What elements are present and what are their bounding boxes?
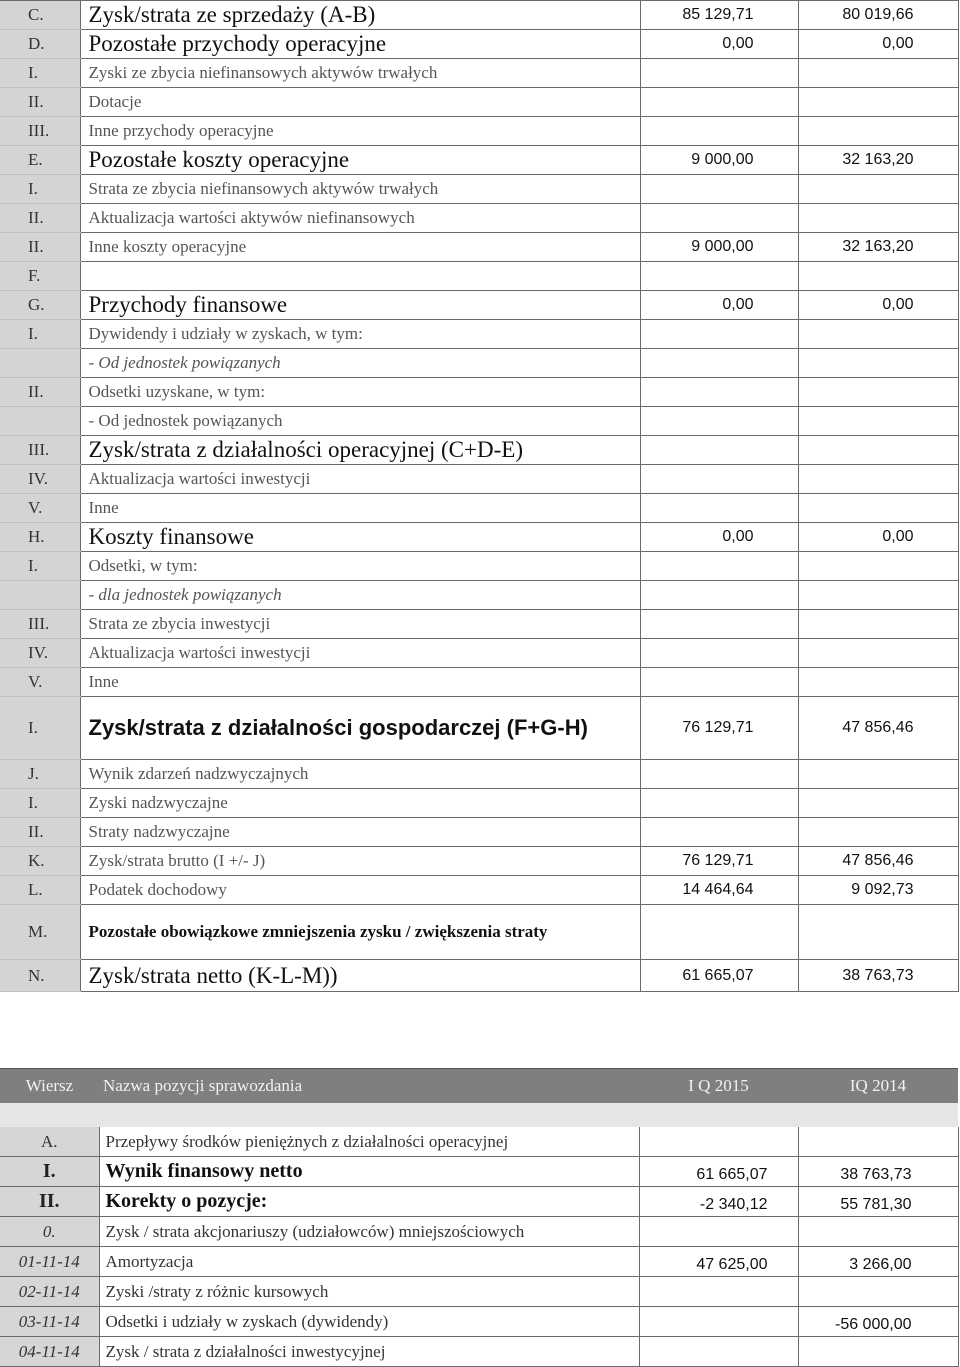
row-name: Podatek dochodowy [80,876,640,905]
header-period-2015: I Q 2015 [639,1069,798,1104]
value-2014 [798,407,958,436]
row-code: 04-11-14 [0,1337,99,1367]
table-header-row [0,1069,958,1104]
value-2015 [640,407,798,436]
value-2014: 47 856,46 [798,697,958,760]
value-2015 [639,1307,798,1337]
value-2014 [798,789,958,818]
row-name: Zysk/strata netto (K-L-M)) [80,960,640,992]
value-2015 [640,175,798,204]
value-2015: 85 129,71 [640,1,798,30]
table-row [0,233,958,262]
row-code: 03-11-14 [0,1307,99,1337]
row-name: Strata ze zbycia niefinansowych aktywów trwałych [80,175,640,204]
table-row [0,291,958,320]
row-name: Wynik finansowy netto [99,1157,639,1187]
value-2015 [640,59,798,88]
row-name: Zysk/strata ze sprzedaży (A-B) [80,1,640,30]
value-2014: 0,00 [798,291,958,320]
row-code [0,349,80,378]
row-code: IV. [0,639,80,668]
table-row [0,30,958,59]
value-2014 [798,465,958,494]
row-code: V. [0,668,80,697]
table-row [0,960,958,992]
row-name: Zyski nadzwyczajne [80,789,640,818]
row-name: Dotacje [80,88,640,117]
row-code: IV. [0,465,80,494]
value-2015: 61 665,07 [639,1157,798,1187]
table-row [0,1277,958,1307]
table-row [0,262,958,291]
table-row [0,436,958,465]
header-item-name: Nazwa pozycji sprawozdania [99,1069,639,1104]
table-row [0,1127,958,1157]
row-name: Zysk/strata z działalności operacyjnej (C+D-E) [80,436,640,465]
row-code: M. [0,905,80,960]
value-2015 [639,1127,798,1157]
value-2015: 9 000,00 [640,233,798,262]
row-name: Odsetki i udziały w zyskach (dywidendy) [99,1307,639,1337]
value-2015 [640,465,798,494]
table-row [0,1157,958,1187]
value-2014 [798,378,958,407]
row-code: I. [0,697,80,760]
table-row [0,59,958,88]
row-name: - dla jednostek powiązanych [80,581,640,610]
table-row [0,818,958,847]
row-name [80,262,640,291]
value-2014 [798,639,958,668]
row-code: I. [0,320,80,349]
value-2015: -2 340,12 [639,1187,798,1217]
row-name: Aktualizacja wartości inwestycji [80,639,640,668]
table-row [0,1,958,30]
row-name: Straty nadzwyczajne [80,818,640,847]
row-code [0,407,80,436]
value-2015 [639,1277,798,1307]
value-2015 [640,581,798,610]
row-code: II. [0,1187,99,1217]
row-code: H. [0,523,80,552]
row-code: I. [0,552,80,581]
value-2015: 47 625,00 [639,1247,798,1277]
value-2015 [640,320,798,349]
row-name: Przychody finansowe [80,291,640,320]
value-2015 [640,117,798,146]
value-2014 [798,581,958,610]
value-2015: 14 464,64 [640,876,798,905]
row-name: Zysk / strata akcjonariuszy (udziałowców) mniejszościowych [99,1217,639,1247]
table-row [0,552,958,581]
table-row [0,1307,958,1337]
value-2014: 9 092,73 [798,876,958,905]
row-code: II. [0,233,80,262]
value-2015: 61 665,07 [640,960,798,992]
row-code: III. [0,610,80,639]
row-code: N. [0,960,80,992]
cash-flow-table [0,1068,959,1367]
table-row [0,789,958,818]
row-name: Strata ze zbycia inwestycji [80,610,640,639]
table-row [0,668,958,697]
table-row [0,349,958,378]
value-2015: 0,00 [640,30,798,59]
table-row [0,175,958,204]
row-name: Inne koszty operacyjne [80,233,640,262]
table-row [0,639,958,668]
row-name: Aktualizacja wartości inwestycji [80,465,640,494]
table-row [0,1337,958,1367]
header-period-2014: IQ 2014 [798,1069,958,1104]
value-2014: 32 163,20 [798,146,958,175]
value-2014: 80 019,66 [798,1,958,30]
value-2014 [798,262,958,291]
row-code: D. [0,30,80,59]
value-2014: 3 266,00 [798,1247,958,1277]
row-name: Pozostałe koszty operacyjne [80,146,640,175]
value-2014 [798,610,958,639]
value-2015: 0,00 [640,523,798,552]
row-name: - Od jednostek powiązanych [80,349,640,378]
value-2014 [798,59,958,88]
value-2014: 55 781,30 [798,1187,958,1217]
table-row [0,847,958,876]
row-code: V. [0,494,80,523]
row-code: 01-11-14 [0,1247,99,1277]
table-row [0,117,958,146]
row-name: Zysk / strata z działalności inwestycyjnej [99,1337,639,1367]
table-row [0,760,958,789]
value-2015 [640,610,798,639]
row-name: Aktualizacja wartości aktywów niefinansowych [80,204,640,233]
value-2015: 9 000,00 [640,146,798,175]
value-2015 [640,668,798,697]
value-2014 [798,1277,958,1307]
value-2015 [640,262,798,291]
value-2014 [798,204,958,233]
value-2015 [640,88,798,117]
value-2015 [640,552,798,581]
table-row [0,876,958,905]
row-name: Wynik zdarzeń nadzwyczajnych [80,760,640,789]
row-code: L. [0,876,80,905]
table-row [0,146,958,175]
value-2014 [798,905,958,960]
value-2014: 0,00 [798,523,958,552]
row-code: J. [0,760,80,789]
value-2015 [640,760,798,789]
row-code: G. [0,291,80,320]
row-name: Dywidendy i udziały w zyskach, w tym: [80,320,640,349]
row-name: Przepływy środków pieniężnych z działalności operacyjnej [99,1127,639,1157]
table-row [0,581,958,610]
row-code: C. [0,1,80,30]
value-2014 [798,1127,958,1157]
value-2014 [798,668,958,697]
row-name: Pozostałe obowiązkowe zmniejszenia zysku / zwiększenia straty [80,905,640,960]
table-row [0,1187,958,1217]
row-name: Zyski ze zbycia niefinansowych aktywów trwałych [80,59,640,88]
row-code: II. [0,378,80,407]
row-code [0,581,80,610]
value-2015 [640,639,798,668]
row-name: - Od jednostek powiązanych [80,407,640,436]
row-code: A. [0,1127,99,1157]
row-code: II. [0,88,80,117]
row-code: I. [0,175,80,204]
value-2015: 0,00 [640,291,798,320]
value-2015 [639,1217,798,1247]
value-2014 [798,1337,958,1367]
value-2015 [640,378,798,407]
table-row [0,523,958,552]
value-2014: 47 856,46 [798,847,958,876]
row-code: F. [0,262,80,291]
value-2015: 76 129,71 [640,697,798,760]
row-name: Zysk/strata z działalności gospodarczej (F+G-H) [80,697,640,760]
row-name: Zysk/strata brutto (I +/- J) [80,847,640,876]
table-row [0,378,958,407]
value-2015 [640,204,798,233]
row-code: I. [0,1157,99,1187]
row-code: K. [0,847,80,876]
row-name: Inne przychody operacyjne [80,117,640,146]
value-2014 [798,552,958,581]
value-2014: 38 763,73 [798,960,958,992]
table-row [0,88,958,117]
row-code: II. [0,818,80,847]
row-code: E. [0,146,80,175]
row-name: Inne [80,494,640,523]
row-code: III. [0,436,80,465]
value-2014: 32 163,20 [798,233,958,262]
table-row [0,494,958,523]
row-code: 02-11-14 [0,1277,99,1307]
row-name: Pozostałe przychody operacyjne [80,30,640,59]
value-2014 [798,1217,958,1247]
value-2014 [798,117,958,146]
value-2014: 0,00 [798,30,958,59]
table-row [0,204,958,233]
table-row [0,407,958,436]
value-2014 [798,436,958,465]
value-2015 [640,436,798,465]
row-name: Koszty finansowe [80,523,640,552]
row-name: Zyski /straty z różnic kursowych [99,1277,639,1307]
row-name: Odsetki, w tym: [80,552,640,581]
value-2015 [640,789,798,818]
value-2014 [798,320,958,349]
table-row [0,697,958,760]
value-2015 [640,905,798,960]
table-row [0,465,958,494]
value-2014 [798,494,958,523]
table-row [0,610,958,639]
row-code: I. [0,789,80,818]
value-2014 [798,88,958,117]
table-row [0,905,958,960]
value-2015 [640,494,798,523]
row-code: I. [0,59,80,88]
value-2014 [798,760,958,789]
value-2014 [798,349,958,378]
value-2015 [640,349,798,378]
table-row [0,1247,958,1277]
row-code: II. [0,204,80,233]
row-name: Inne [80,668,640,697]
value-2014 [798,818,958,847]
value-2015: 76 129,71 [640,847,798,876]
value-2015 [639,1337,798,1367]
table-row [0,1217,958,1247]
value-2014 [798,175,958,204]
spacer-row [0,1103,958,1127]
value-2014: 38 763,73 [798,1157,958,1187]
header-row-label: Wiersz [0,1069,99,1104]
row-code: 0. [0,1217,99,1247]
row-name: Odsetki uzyskane, w tym: [80,378,640,407]
value-2015 [640,818,798,847]
value-2014: -56 000,00 [798,1307,958,1337]
row-name: Amortyzacja [99,1247,639,1277]
row-name: Korekty o pozycje: [99,1187,639,1217]
row-code: III. [0,117,80,146]
table-row [0,320,958,349]
